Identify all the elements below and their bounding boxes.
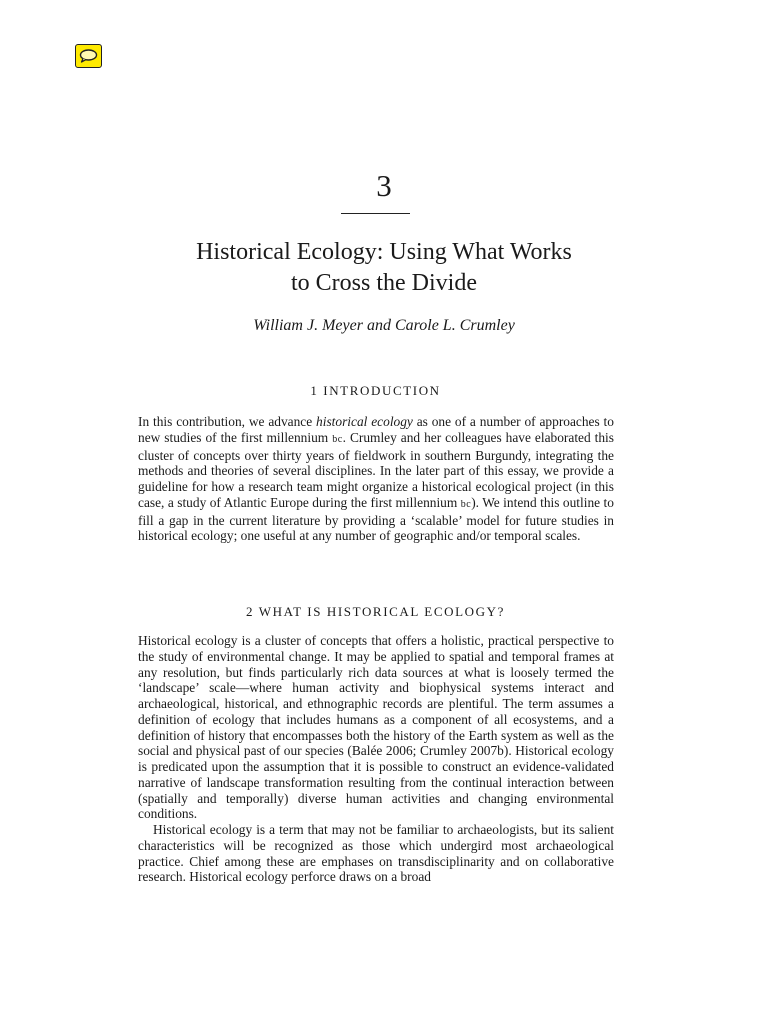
comment-annotation[interactable] <box>75 44 102 68</box>
small-caps-era: bc <box>332 433 343 445</box>
small-caps-era: bc <box>460 498 472 510</box>
chapter-title-line-2: to Cross the Divide <box>291 270 477 296</box>
chapter-title <box>0 237 768 299</box>
emphasis-term: historical ecology <box>316 414 413 429</box>
paragraph: Historical ecology is a cluster of concepts that offers a holistic, practical perspective to the study of environmental change. It may be applied to spatial and temporal frames at any resolution, but finds particularly rich data sources at what is loosely termed the ‘landscape’ scale—where human activity and biophysical systems interact and archaeological, historical, and ethnographic records are plentiful. The term assumes a definition of ecology that includes humans as a component of all ecosystems, and a definition of history that encompasses both the history of the Earth system as well as the social and physical past of our species (Balée 2006; Crumley 2007b). Historical ecology is predicated upon the assumption that it is possible to construct an evidence-validated narrative of landscape transformation resulting from the continual interaction between (spatially and temporally) diverse human activities and changing environmental conditions. <box>138 633 614 822</box>
chapter-authors: William J. Meyer and Carole L. Crumley <box>253 317 515 334</box>
chapter-title-line-1: Historical Ecology: Using What Works <box>196 239 572 265</box>
paragraph: Historical ecology is a term that may not be familiar to archaeologists, but its salient characteristics will be recognized as those which undergird most archaeological practice. Chief among these are emphases on transdisciplinarity and on collaborative research. Historical ecology perforce draws on a broad <box>138 822 614 885</box>
paragraph: In this contribution, we advance historical ecology as one of a number of approaches to new studies of the first millennium bc. Crumley and her colleagues have elaborated this cluster of concepts over thirty years of fieldwork in southern Burgundy, integrating the methods and theories of several disciplines. In the later part of this essay, we provide a guideline for how a research team might organize a historical ecological project (in this case, a study of Atlantic Europe during the first millennium bc). We intend this outline to fill a gap in the current literature by providing a ‘scalable’ model for future studies in historical ecology; one useful at any number of geographic and/or temporal scales. <box>138 414 614 544</box>
section-heading-introduction: 1 INTRODUCTION <box>310 383 441 398</box>
chapter-rule <box>341 213 410 214</box>
section-historical-ecology-body <box>138 633 614 885</box>
section-introduction-body <box>138 414 614 544</box>
section-heading-what-is-historical-ecology: 2 WHAT IS HISTORICAL ECOLOGY? <box>246 604 505 619</box>
comment-icon <box>79 49 98 63</box>
chapter-number: 3 <box>376 168 392 203</box>
